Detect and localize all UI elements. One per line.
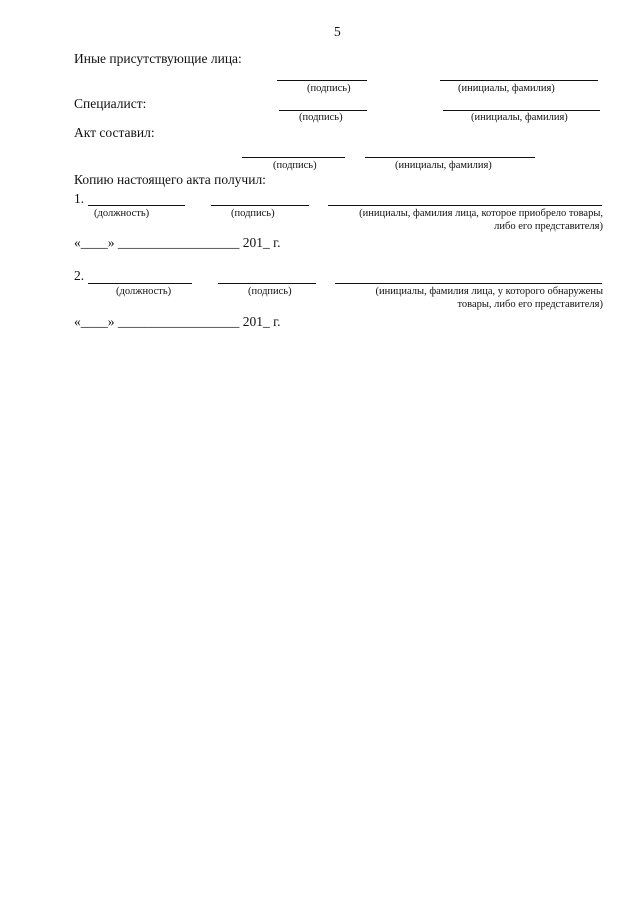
recipient-2-position-line: [88, 283, 192, 284]
compiled-initials-caption: (инициалы, фамилия): [395, 160, 492, 171]
recipient-1-position-caption: (должность): [94, 208, 150, 219]
recipient-2-person-caption-line1: (инициалы, фамилия лица, у которого обнаружены: [375, 286, 603, 297]
recipient-1-position-line: [88, 205, 185, 206]
specialist-heading: Специалист:: [74, 96, 147, 111]
others-signature-caption: (подпись): [307, 83, 351, 94]
recipient-1-person-caption-line2: либо его представителя): [494, 221, 603, 232]
recipient-2-position-caption: (должность): [116, 286, 172, 297]
recipient-1-signature-line: [211, 205, 309, 206]
recipient-2-signature-line: [218, 283, 316, 284]
copy-received-heading: Копию настоящего акта получил:: [74, 172, 266, 187]
compiled-signature-caption: (подпись): [273, 160, 317, 171]
recipient-2-number: 2.: [74, 268, 85, 283]
others-initials-caption: (инициалы, фамилия): [458, 83, 555, 94]
page-number: 5: [334, 24, 341, 39]
recipient-1-number: 1.: [74, 191, 85, 206]
recipient-1-person-caption-line1: (инициалы, фамилия лица, которое приобрело товары,: [359, 208, 603, 219]
others-heading: Иные присутствующие лица:: [74, 51, 242, 66]
recipient-1-person-line: [328, 205, 602, 206]
recipient-1-date: «____» __________________ 201_ г.: [74, 235, 281, 250]
specialist-initials-line: [443, 110, 600, 111]
compiled-initials-line: [365, 157, 535, 158]
others-initials-line: [440, 80, 598, 81]
recipient-2-date: «____» __________________ 201_ г.: [74, 314, 281, 329]
recipient-1-signature-caption: (подпись): [231, 208, 275, 219]
recipient-2-person-line: [335, 283, 602, 284]
recipient-2-person-caption-line2: товары, либо его представителя): [457, 299, 603, 310]
compiled-heading: Акт составил:: [74, 125, 155, 140]
specialist-initials-caption: (инициалы, фамилия): [471, 112, 568, 123]
recipient-2-signature-caption: (подпись): [248, 286, 292, 297]
specialist-signature-caption: (подпись): [299, 112, 343, 123]
compiled-signature-line: [242, 157, 345, 158]
others-signature-line: [277, 80, 367, 81]
specialist-signature-line: [279, 110, 367, 111]
